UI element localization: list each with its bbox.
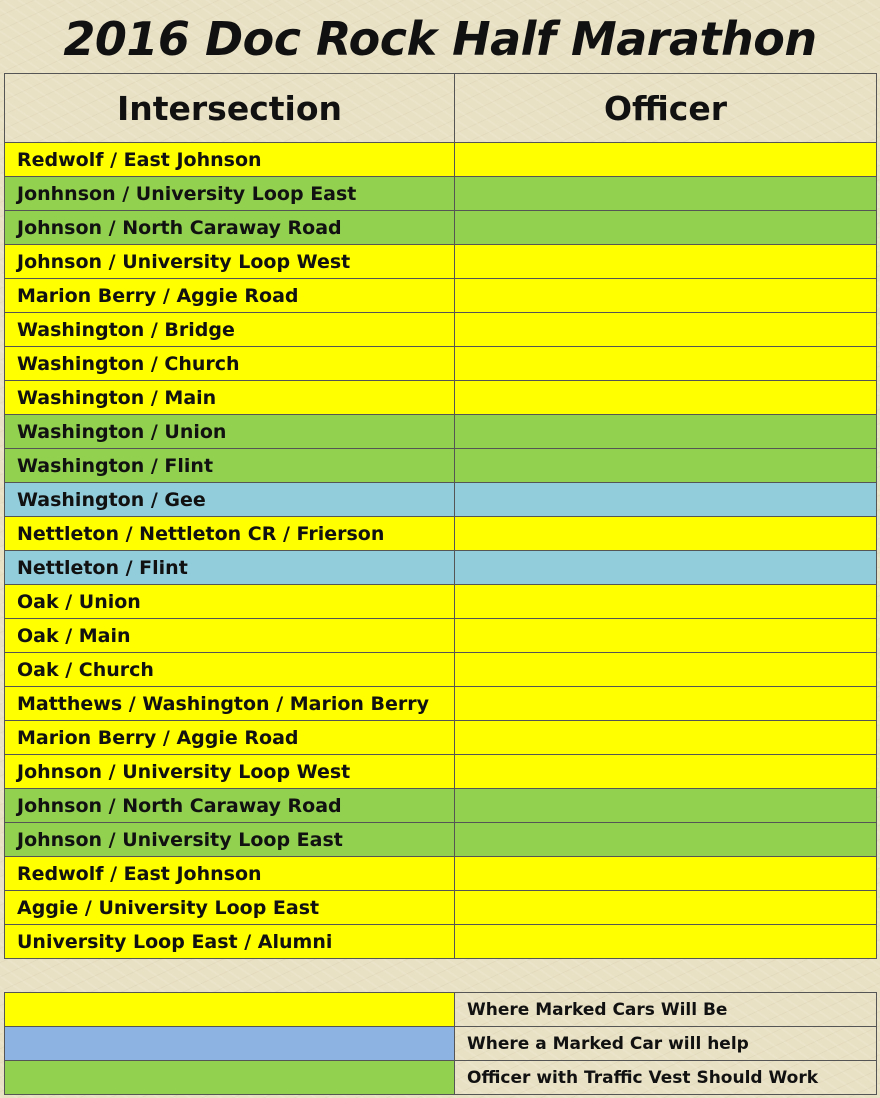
table-row <box>5 177 877 211</box>
table-row <box>5 415 877 449</box>
header-row <box>5 74 877 143</box>
table-row <box>5 211 877 245</box>
table-row <box>5 823 877 857</box>
table-row <box>5 449 877 483</box>
legend-swatch <box>5 1027 455 1061</box>
table-row <box>5 347 877 381</box>
intersection-cell: Washington / Church <box>5 347 455 381</box>
table-row <box>5 755 877 789</box>
intersection-cell: Redwolf / East Johnson <box>5 857 455 891</box>
intersection-cell: Oak / Union <box>5 585 455 619</box>
intersection-cell: Washington / Union <box>5 415 455 449</box>
legend-swatch <box>5 1061 455 1095</box>
intersection-cell: Johnson / North Caraway Road <box>5 789 455 823</box>
table-row <box>5 891 877 925</box>
table-body <box>5 143 877 959</box>
table-row <box>5 687 877 721</box>
officer-cell[interactable] <box>455 823 877 857</box>
officer-cell[interactable] <box>455 585 877 619</box>
officer-cell[interactable] <box>455 211 877 245</box>
table-row <box>5 789 877 823</box>
officer-cell[interactable] <box>455 483 877 517</box>
table-row <box>5 245 877 279</box>
intersection-header: Intersection <box>5 74 455 143</box>
table-row <box>5 857 877 891</box>
intersection-cell: Washington / Bridge <box>5 313 455 347</box>
legend-label: Where a Marked Car will help <box>455 1027 877 1061</box>
table-row <box>5 653 877 687</box>
legend-label: Officer with Traffic Vest Should Work <box>455 1061 877 1095</box>
intersection-cell: Johnson / University Loop West <box>5 245 455 279</box>
legend-row <box>5 1061 877 1095</box>
officer-cell[interactable] <box>455 721 877 755</box>
table-row <box>5 619 877 653</box>
officer-cell[interactable] <box>455 517 877 551</box>
intersection-cell: Redwolf / East Johnson <box>5 143 455 177</box>
officer-cell[interactable] <box>455 279 877 313</box>
table-row <box>5 143 877 177</box>
officer-cell[interactable] <box>455 449 877 483</box>
legend-label: Where Marked Cars Will Be <box>455 993 877 1027</box>
intersection-cell: Johnson / University Loop East <box>5 823 455 857</box>
intersection-cell: Oak / Main <box>5 619 455 653</box>
intersection-cell: Nettleton / Nettleton CR / Frierson <box>5 517 455 551</box>
officer-cell[interactable] <box>455 347 877 381</box>
officer-cell[interactable] <box>455 789 877 823</box>
intersection-cell: Matthews / Washington / Marion Berry <box>5 687 455 721</box>
table-row <box>5 925 877 959</box>
intersection-cell: Jonhnson / University Loop East <box>5 177 455 211</box>
intersection-cell: Nettleton / Flint <box>5 551 455 585</box>
table-row <box>5 517 877 551</box>
table-row <box>5 585 877 619</box>
intersection-cell: Marion Berry / Aggie Road <box>5 279 455 313</box>
table-row <box>5 313 877 347</box>
table-row <box>5 381 877 415</box>
intersection-cell: Marion Berry / Aggie Road <box>5 721 455 755</box>
legend-table <box>4 992 877 1095</box>
assignment-table <box>4 73 877 959</box>
table-row <box>5 279 877 313</box>
table-row <box>5 721 877 755</box>
officer-cell[interactable] <box>455 925 877 959</box>
legend-swatch <box>5 993 455 1027</box>
officer-cell[interactable] <box>455 415 877 449</box>
legend-body <box>5 993 877 1095</box>
officer-cell[interactable] <box>455 551 877 585</box>
intersection-cell: Washington / Main <box>5 381 455 415</box>
legend-row <box>5 993 877 1027</box>
officer-cell[interactable] <box>455 619 877 653</box>
intersection-cell: Aggie / University Loop East <box>5 891 455 925</box>
legend-row <box>5 1027 877 1061</box>
officer-cell[interactable] <box>455 687 877 721</box>
officer-cell[interactable] <box>455 755 877 789</box>
officer-cell[interactable] <box>455 891 877 925</box>
intersection-cell: Washington / Flint <box>5 449 455 483</box>
officer-header: Officer <box>455 74 877 143</box>
officer-cell[interactable] <box>455 857 877 891</box>
table-row <box>5 483 877 517</box>
officer-cell[interactable] <box>455 177 877 211</box>
intersection-cell: Oak / Church <box>5 653 455 687</box>
officer-cell[interactable] <box>455 653 877 687</box>
intersection-cell: University Loop East / Alumni <box>5 925 455 959</box>
table-row <box>5 551 877 585</box>
officer-cell[interactable] <box>455 381 877 415</box>
intersection-cell: Washington / Gee <box>5 483 455 517</box>
intersection-cell: Johnson / University Loop West <box>5 755 455 789</box>
officer-cell[interactable] <box>455 313 877 347</box>
page-title: 2016 Doc Rock Half Marathon <box>63 12 817 66</box>
officer-cell[interactable] <box>455 143 877 177</box>
intersection-cell: Johnson / North Caraway Road <box>5 211 455 245</box>
officer-cell[interactable] <box>455 245 877 279</box>
